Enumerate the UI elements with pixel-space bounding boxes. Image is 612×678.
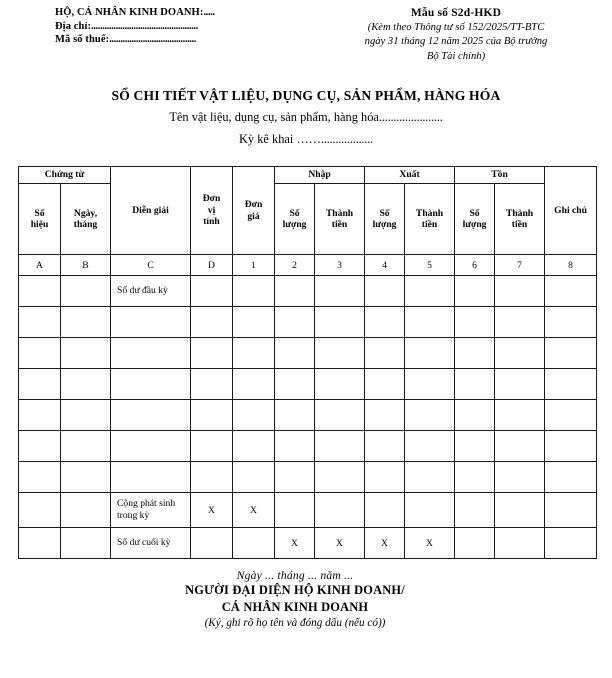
cell-xuat-thanh-tien[interactable]: X [405, 528, 455, 559]
cell-nhap-so-luong[interactable] [275, 369, 315, 400]
header-nhap-tt-l1: Thành [325, 207, 354, 219]
cell-don-gia[interactable] [233, 307, 275, 338]
cell-dien-giai[interactable] [111, 431, 191, 462]
cell-xuat-so-luong[interactable] [365, 369, 405, 400]
cell-xuat-so-luong[interactable] [365, 276, 405, 307]
cell-nhap-so-luong[interactable]: X [275, 528, 315, 559]
header-ton-sl-l1: Số [469, 207, 480, 219]
cell-xuat-thanh-tien[interactable] [405, 307, 455, 338]
cell-ton-thanh-tien[interactable] [495, 307, 545, 338]
header-ton-sl-l2: lượng [462, 219, 487, 230]
form-circular-line-3: Bộ Tài chính) [426, 50, 486, 62]
cell-nhap-so-luong[interactable] [275, 307, 315, 338]
cell-xuat-so-luong[interactable] [365, 338, 405, 369]
cell-nhap-so-luong[interactable] [275, 462, 315, 493]
header-don-gia-l2: giá [247, 210, 260, 222]
cell-ngay-thang[interactable] [61, 400, 111, 431]
declaration-period-line [0, 131, 612, 148]
cell-don-vi-tinh[interactable] [191, 431, 233, 462]
header-group-row [19, 167, 597, 184]
cell-nhap-thanh-tien[interactable] [315, 369, 365, 400]
cell-xuat-thanh-tien[interactable] [405, 369, 455, 400]
cell-xuat-so-luong[interactable]: X [365, 528, 405, 559]
table-row[interactable] [19, 338, 597, 369]
business-address-dots: ................................................ [91, 20, 198, 32]
cell-nhap-thanh-tien[interactable] [315, 431, 365, 462]
cell-don-vi-tinh[interactable] [191, 307, 233, 338]
business-address-label: Địa chỉ: [55, 20, 92, 32]
header-xuat-thanh-tien [405, 184, 455, 255]
cell-dien-giai[interactable]: Số dư đầu kỳ [111, 276, 191, 307]
table-row[interactable] [19, 307, 597, 338]
form-circular-line-2: ngày 31 tháng 12 năm 2025 của Bộ trưởng [364, 36, 548, 47]
cell-dien-giai[interactable] [111, 369, 191, 400]
signature-hint: (Ký, ghi rõ họ tên và đóng dấu (nếu có)) [204, 617, 386, 629]
cell-ghi-chu[interactable] [545, 369, 597, 400]
header-so-hieu-l1: Số [34, 207, 45, 219]
cell-don-vi-tinh[interactable] [191, 276, 233, 307]
cell-ghi-chu[interactable] [545, 493, 597, 528]
col-letter-7: 7 [495, 255, 545, 276]
cell-ghi-chu[interactable] [545, 462, 597, 493]
cell-xuat-so-luong[interactable] [365, 400, 405, 431]
cell-nhap-thanh-tien[interactable] [315, 276, 365, 307]
cell-ton-thanh-tien[interactable] [495, 276, 545, 307]
header-group-nhap: Nhập [275, 167, 365, 184]
header-ton-tt-l2: tiền [511, 219, 528, 230]
header-so-hieu [19, 184, 61, 255]
cell-dien-giai[interactable] [111, 307, 191, 338]
header-xuat-tt-l1: Thành [415, 207, 444, 219]
header-nhap-tt-l2: tiền [331, 219, 348, 230]
cell-ton-so-luong[interactable] [455, 431, 495, 462]
business-name-dots: ..... [203, 7, 215, 18]
cell-ton-so-luong[interactable] [455, 528, 495, 559]
cell-nhap-thanh-tien[interactable] [315, 493, 365, 528]
cell-dien-giai[interactable] [111, 400, 191, 431]
col-letter-2: 2 [275, 255, 315, 276]
form-code: Mẫu số S2d-HKD [410, 7, 502, 19]
header-sub-row [19, 184, 597, 255]
cell-don-gia[interactable] [233, 528, 275, 559]
header-so-hieu-l2: hiệu [30, 219, 49, 230]
table-row[interactable] [19, 431, 597, 462]
header-nhap-sl-l1: Số [289, 207, 300, 219]
cell-don-vi-tinh[interactable] [191, 528, 233, 559]
cell-so-hieu[interactable] [19, 369, 61, 400]
header-ghi-chu-label: Ghi chú [554, 204, 587, 216]
col-letter-6: 6 [455, 255, 495, 276]
signature-block [0, 569, 612, 629]
col-letter-3: 3 [315, 255, 365, 276]
cell-nhap-so-luong[interactable] [275, 400, 315, 431]
header-ngay-thang-l2: tháng [73, 219, 98, 230]
cell-nhap-thanh-tien[interactable] [315, 400, 365, 431]
cell-xuat-so-luong[interactable] [365, 431, 405, 462]
header-group-ton: Tồn [455, 167, 545, 184]
cell-ngay-thang[interactable] [61, 369, 111, 400]
cell-don-gia[interactable] [233, 369, 275, 400]
header-ton-so-luong [455, 184, 495, 255]
cell-ton-thanh-tien[interactable] [495, 528, 545, 559]
col-letter-5: 5 [405, 255, 455, 276]
ledger-table-head [19, 167, 597, 276]
col-letter-c: C [111, 255, 191, 276]
cell-ghi-chu[interactable] [545, 431, 597, 462]
header-don-gia-l1: Đơn [244, 199, 263, 210]
col-letter-1: 1 [233, 255, 275, 276]
header-dvt-l1: Đơn [202, 193, 221, 205]
cell-ghi-chu[interactable] [545, 307, 597, 338]
col-letter-a: A [19, 255, 61, 276]
cell-xuat-thanh-tien[interactable] [405, 338, 455, 369]
cell-ton-so-luong[interactable] [455, 369, 495, 400]
header-xuat-sl-l2: lượng [372, 219, 397, 230]
cell-ngay-thang[interactable] [61, 307, 111, 338]
column-letters-row [19, 255, 597, 276]
cell-dien-giai[interactable]: Số dư cuối kỳ [111, 528, 191, 559]
cell-nhap-thanh-tien[interactable] [315, 338, 365, 369]
cell-xuat-so-luong[interactable] [365, 462, 405, 493]
header-nhap-thanh-tien [315, 184, 365, 255]
cell-ton-thanh-tien[interactable] [495, 462, 545, 493]
table-row[interactable] [19, 276, 597, 307]
header-xuat-so-luong [365, 184, 405, 255]
cell-so-hieu[interactable] [19, 528, 61, 559]
cell-xuat-thanh-tien[interactable] [405, 493, 455, 528]
header-ton-thanh-tien [495, 184, 545, 255]
header-ngay-thang [61, 184, 111, 255]
cell-nhap-thanh-tien[interactable] [315, 462, 365, 493]
cell-don-gia[interactable] [233, 462, 275, 493]
cell-don-gia[interactable] [233, 338, 275, 369]
table-row-total-period[interactable] [19, 493, 597, 528]
form-circular-line-1: (Kèm theo Thông tư số 152/2025/TT-BTC [367, 21, 545, 33]
cell-xuat-thanh-tien[interactable] [405, 431, 455, 462]
cell-don-gia[interactable] [233, 431, 275, 462]
header-group-chung-tu: Chứng từ [19, 167, 111, 184]
business-tax-id-dots: ....................................... [109, 34, 196, 45]
cell-ngay-thang[interactable] [61, 431, 111, 462]
header-ghi-chu [545, 167, 597, 255]
table-row[interactable] [19, 369, 597, 400]
cell-ton-so-luong[interactable] [455, 276, 495, 307]
cell-ton-so-luong[interactable] [455, 400, 495, 431]
cell-ghi-chu[interactable] [545, 400, 597, 431]
cell-ton-thanh-tien[interactable] [495, 369, 545, 400]
cell-so-hieu[interactable] [19, 276, 61, 307]
cell-xuat-thanh-tien[interactable] [405, 276, 455, 307]
cell-so-hieu[interactable] [19, 338, 61, 369]
business-name-label: HỘ, CÁ NHÂN KINH DOANH: [55, 7, 204, 18]
signature-role-line-2: CÁ NHÂN KINH DOANH [221, 599, 369, 614]
cell-so-hieu[interactable] [19, 400, 61, 431]
material-name-dots: ...................... [378, 110, 443, 124]
cell-ngay-thang[interactable] [61, 276, 111, 307]
header-dvt-l3: tính [203, 216, 220, 228]
header-dien-giai-label: Diễn giải [132, 204, 169, 216]
material-name-line [0, 109, 612, 126]
cell-don-gia[interactable] [233, 276, 275, 307]
cell-ton-so-luong[interactable] [455, 493, 495, 528]
signature-role-line-1: NGƯỜI ĐẠI DIỆN HỘ KINH DOANH/ [185, 583, 405, 597]
header-ngay-thang-l1: Ngày, [73, 207, 98, 219]
ledger-table-wrap [18, 166, 596, 559]
cell-don-vi-tinh[interactable]: X [191, 493, 233, 528]
cell-ton-thanh-tien[interactable] [495, 431, 545, 462]
header-don-vi-tinh [191, 167, 233, 255]
header-xuat-sl-l1: Số [379, 207, 390, 219]
cell-so-hieu[interactable] [19, 462, 61, 493]
header-nhap-so-luong [275, 184, 315, 255]
header-ton-tt-l1: Thành [505, 207, 534, 219]
cell-don-vi-tinh[interactable] [191, 462, 233, 493]
cell-ngay-thang[interactable] [61, 338, 111, 369]
cell-xuat-thanh-tien[interactable] [405, 462, 455, 493]
cell-ghi-chu[interactable] [545, 338, 597, 369]
header-don-gia [233, 167, 275, 255]
table-row[interactable] [19, 400, 597, 431]
ledger-table-body [19, 276, 597, 559]
declaration-period-label: Kỳ kê khai [238, 132, 297, 146]
signature-date-line: Ngày ... tháng ... năm ... [236, 569, 354, 582]
header-nhap-sl-l2: lượng [282, 219, 307, 230]
cell-ton-so-luong[interactable] [455, 338, 495, 369]
cell-so-hieu[interactable] [19, 307, 61, 338]
business-tax-id-label: Mã số thuế: [55, 34, 110, 45]
cell-ton-so-luong[interactable] [455, 307, 495, 338]
cell-nhap-so-luong[interactable] [275, 493, 315, 528]
cell-ngay-thang[interactable] [61, 493, 111, 528]
business-address-line [55, 20, 300, 34]
cell-nhap-so-luong[interactable] [275, 276, 315, 307]
cell-don-vi-tinh[interactable] [191, 369, 233, 400]
cell-don-vi-tinh[interactable] [191, 338, 233, 369]
col-letter-4: 4 [365, 255, 405, 276]
cell-ngay-thang[interactable] [61, 528, 111, 559]
cell-nhap-so-luong[interactable] [275, 338, 315, 369]
cell-ngay-thang[interactable] [61, 462, 111, 493]
cell-xuat-so-luong[interactable] [365, 307, 405, 338]
cell-don-gia[interactable]: X [233, 493, 275, 528]
cell-nhap-thanh-tien[interactable]: X [315, 528, 365, 559]
cell-nhap-so-luong[interactable] [275, 431, 315, 462]
cell-xuat-thanh-tien[interactable] [405, 400, 455, 431]
page-title: SỔ CHI TIẾT VẬT LIỆU, DỤNG CỤ, SẢN PHẨM, HÀNG HÓA [111, 88, 501, 103]
table-row[interactable] [19, 462, 597, 493]
business-name-line [55, 6, 300, 20]
table-row-closing-balance[interactable] [19, 528, 597, 559]
cell-don-gia[interactable] [233, 400, 275, 431]
form-reference-block [300, 6, 598, 64]
cell-so-hieu[interactable] [19, 493, 61, 528]
col-letter-8: 8 [545, 255, 597, 276]
cell-dien-giai[interactable] [111, 338, 191, 369]
col-letter-d: D [191, 255, 233, 276]
cell-ton-so-luong[interactable] [455, 462, 495, 493]
header-dien-giai [111, 167, 191, 255]
business-info-block [55, 6, 300, 47]
header-dvt-l2: vị [207, 204, 216, 216]
header-group-xuat: Xuất [365, 167, 455, 184]
material-name-label: Tên vật liệu, dụng cụ, sản phẩm, hàng hóa [169, 110, 379, 124]
cell-ton-thanh-tien[interactable] [495, 338, 545, 369]
col-letter-b: B [61, 255, 111, 276]
cell-dien-giai[interactable]: Cộng phát sinh trong kỳ [111, 493, 191, 528]
title-block [0, 88, 612, 148]
cell-ton-thanh-tien[interactable] [495, 400, 545, 431]
cell-ghi-chu[interactable] [545, 276, 597, 307]
header-xuat-tt-l2: tiền [421, 219, 438, 230]
cell-xuat-so-luong[interactable] [365, 493, 405, 528]
cell-don-vi-tinh[interactable] [191, 400, 233, 431]
business-tax-id-line [55, 33, 300, 47]
cell-dien-giai[interactable] [111, 462, 191, 493]
ledger-table [18, 166, 597, 559]
cell-nhap-thanh-tien[interactable] [315, 307, 365, 338]
page-header [0, 0, 612, 64]
cell-so-hieu[interactable] [19, 431, 61, 462]
cell-ghi-chu[interactable] [545, 528, 597, 559]
declaration-period-dots: …….................. [296, 132, 373, 146]
cell-ton-thanh-tien[interactable] [495, 493, 545, 528]
